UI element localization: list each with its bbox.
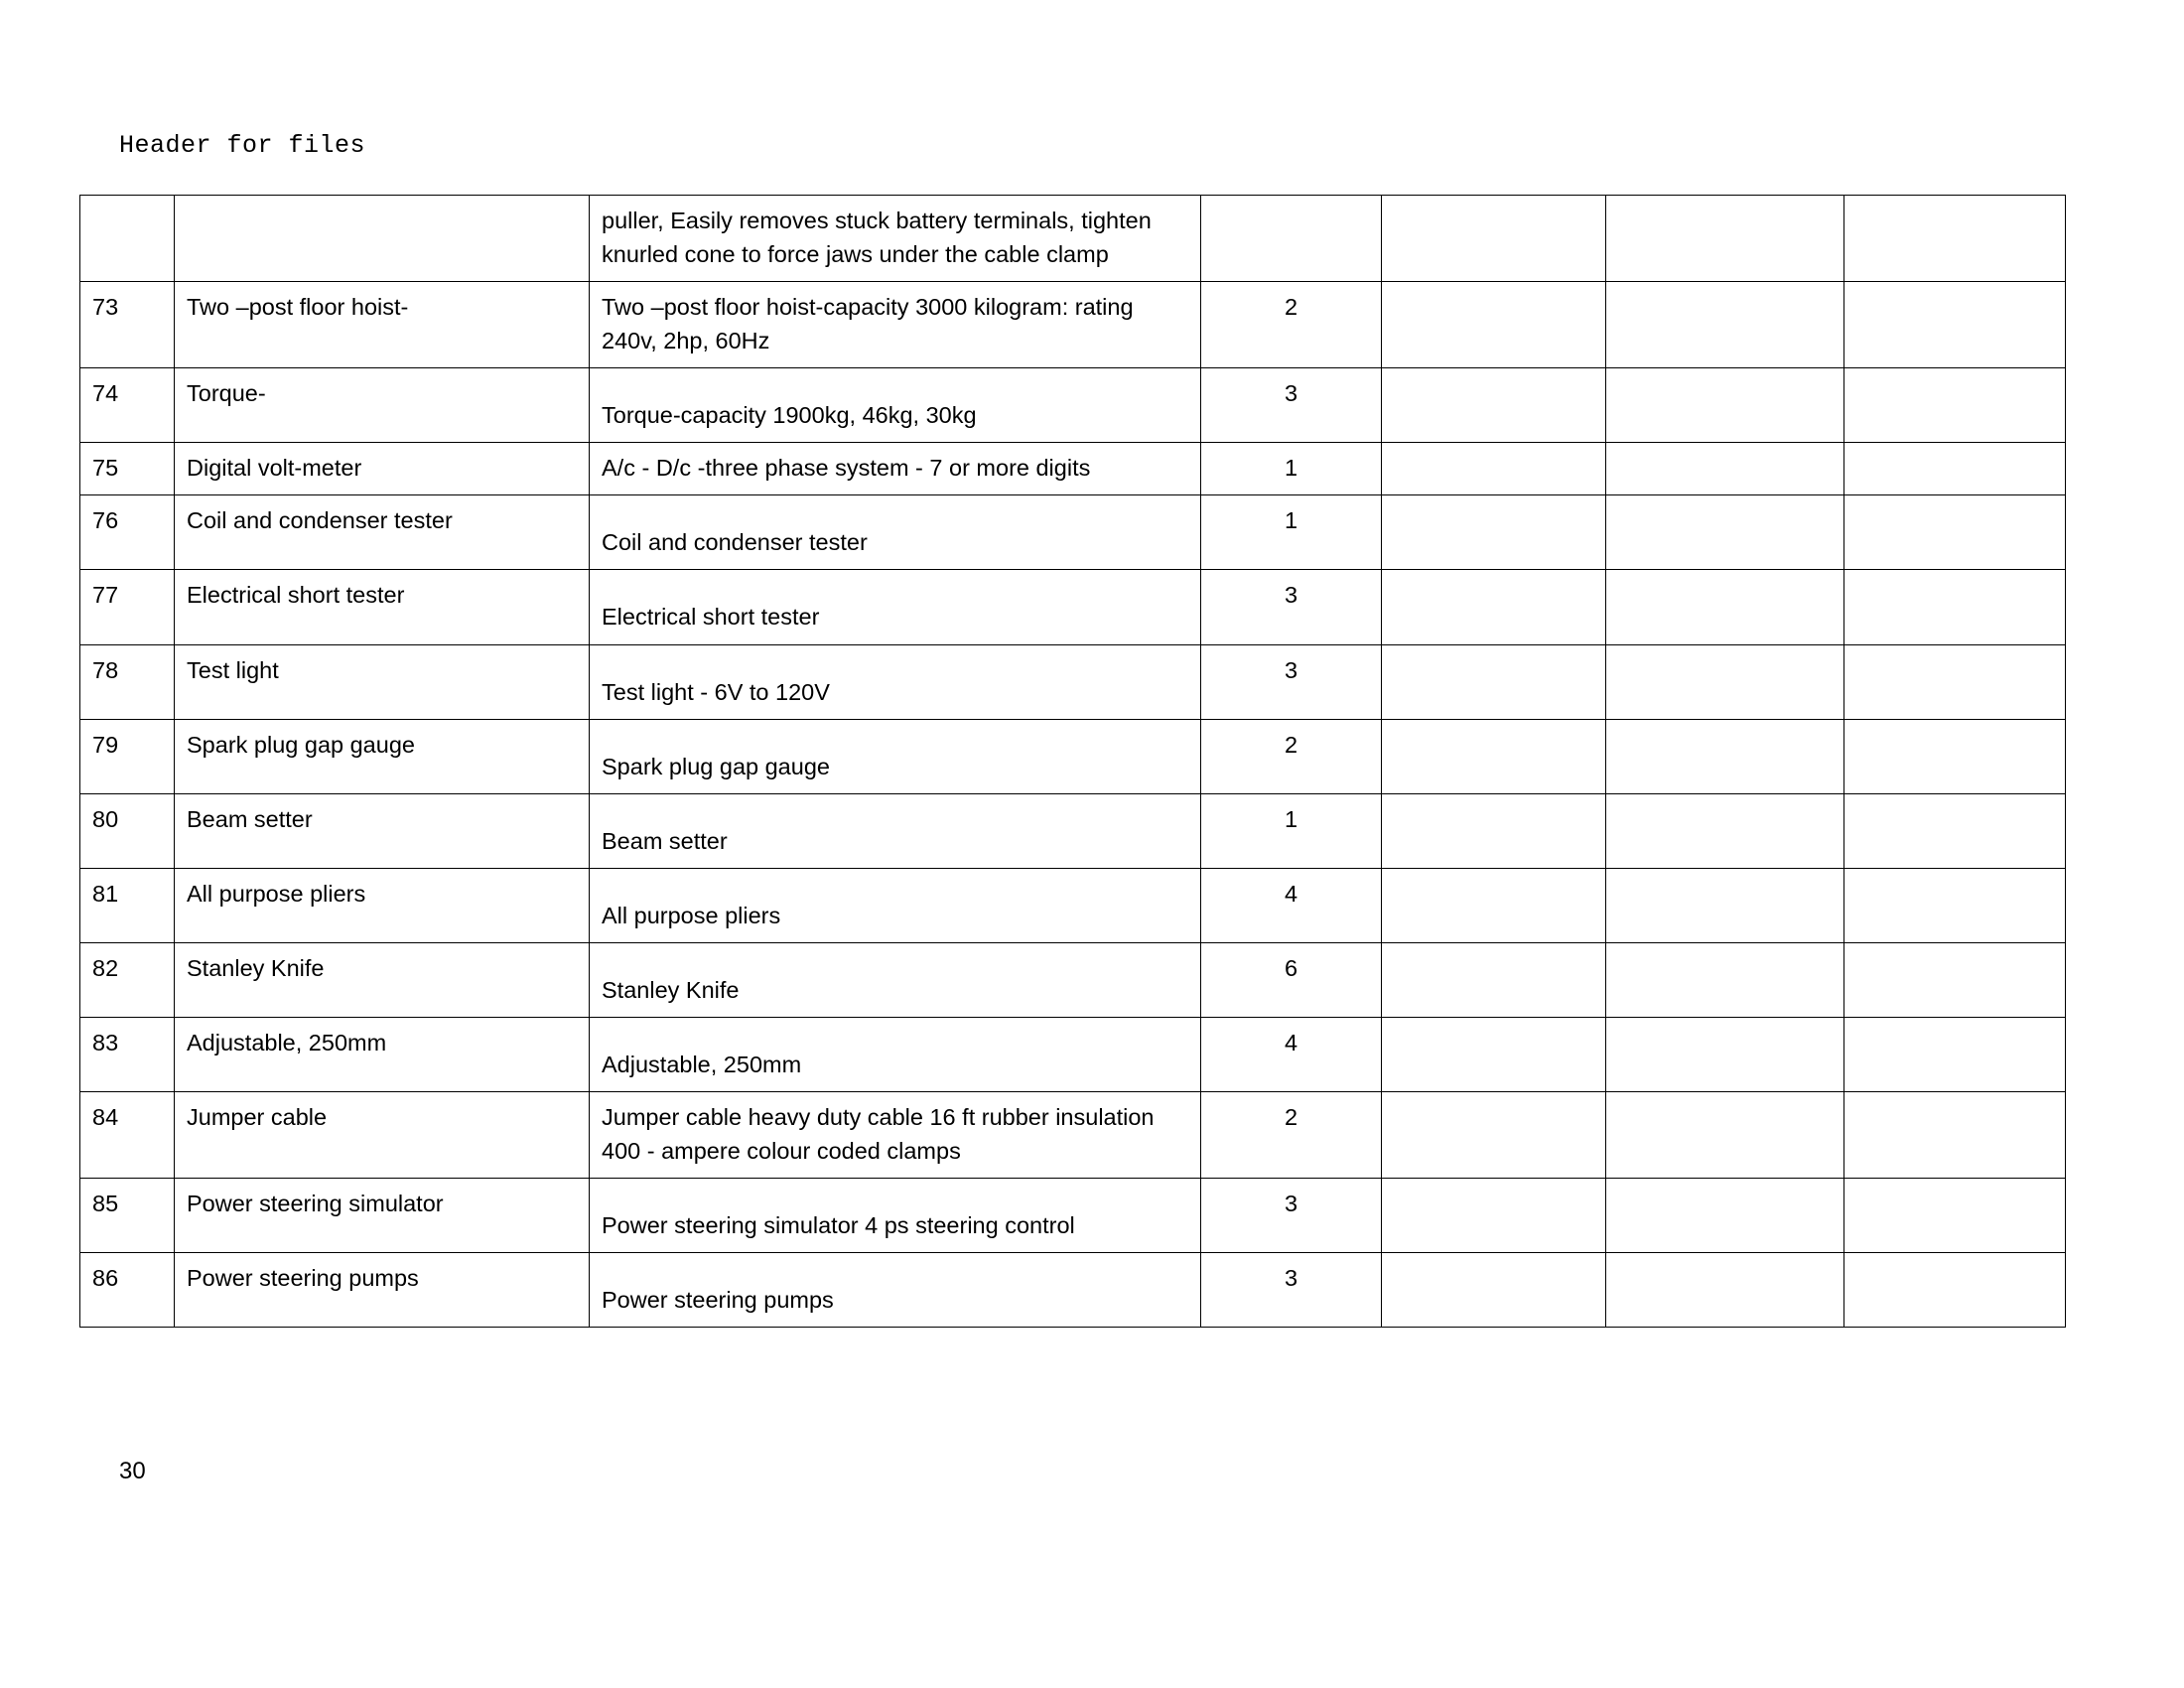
cell-item-number: 83 xyxy=(80,1017,175,1091)
cell-blank-1 xyxy=(1382,719,1606,793)
description-text: Jumper cable heavy duty cable 16 ft rubber insulation 400 - ampere colour coded clamps xyxy=(602,1103,1155,1164)
cell-quantity: 3 xyxy=(1201,1179,1382,1253)
cell-item-number: 73 xyxy=(80,282,175,368)
description-text: Coil and condenser tester xyxy=(602,529,868,556)
cell-item-name xyxy=(175,570,590,644)
cell-blank-3 xyxy=(1844,644,2066,719)
description-text: All purpose pliers xyxy=(602,902,781,928)
item-name-text: Test light xyxy=(187,656,279,683)
cell-blank-3 xyxy=(1844,1179,2066,1253)
cell-blank-1 xyxy=(1382,1017,1606,1091)
cell-blank-3 xyxy=(1844,282,2066,368)
cell-blank-2 xyxy=(1606,495,1844,570)
cell-blank-3 xyxy=(1844,570,2066,644)
cell-item-name xyxy=(175,282,590,368)
cell-description xyxy=(590,942,1201,1017)
cell-blank-3 xyxy=(1844,1017,2066,1091)
inventory-table-container xyxy=(79,195,2065,1328)
table-row xyxy=(80,868,2066,942)
cell-blank-3 xyxy=(1844,793,2066,868)
cell-quantity: 3 xyxy=(1201,1253,1382,1328)
description-text: Adjustable, 250mm xyxy=(602,1051,802,1077)
description-text: Test light - 6V to 120V xyxy=(602,678,830,705)
table-row xyxy=(80,793,2066,868)
cell-blank-2 xyxy=(1606,1017,1844,1091)
description-text: A/c - D/c -three phase system - 7 or more digits xyxy=(602,455,1091,482)
cell-blank-3 xyxy=(1844,368,2066,443)
cell-description xyxy=(590,1091,1201,1178)
item-name-text: Coil and condenser tester xyxy=(187,507,453,534)
cell-quantity: 1 xyxy=(1201,443,1382,495)
cell-blank-1 xyxy=(1382,868,1606,942)
cell-item-name xyxy=(175,793,590,868)
table-row xyxy=(80,1017,2066,1091)
cell-blank-1 xyxy=(1382,1091,1606,1178)
table-row xyxy=(80,1253,2066,1328)
item-name-text: Power steering simulator xyxy=(187,1191,444,1216)
cell-blank-2 xyxy=(1606,443,1844,495)
cell-blank-2 xyxy=(1606,644,1844,719)
item-name-text: Digital volt-meter xyxy=(187,455,362,482)
cell-blank-1 xyxy=(1382,196,1606,282)
item-name-text: Jumper cable xyxy=(187,1103,328,1130)
cell-description xyxy=(590,868,1201,942)
table-row xyxy=(80,942,2066,1017)
cell-item-name xyxy=(175,1253,590,1328)
description-text: Spark plug gap gauge xyxy=(602,753,830,779)
page-number: 30 xyxy=(119,1458,146,1484)
item-name-text: Torque- xyxy=(187,380,266,407)
cell-description xyxy=(590,1179,1201,1253)
cell-quantity xyxy=(1201,196,1382,282)
cell-blank-3 xyxy=(1844,1091,2066,1178)
item-name-text: Beam setter xyxy=(187,805,313,832)
cell-blank-1 xyxy=(1382,793,1606,868)
cell-blank-3 xyxy=(1844,1253,2066,1328)
description-text: Power steering simulator 4 ps steering control xyxy=(602,1212,1075,1238)
cell-blank-2 xyxy=(1606,196,1844,282)
item-name-text: Electrical short tester xyxy=(187,582,405,609)
cell-item-name xyxy=(175,368,590,443)
cell-quantity: 1 xyxy=(1201,793,1382,868)
cell-description xyxy=(590,368,1201,443)
table-row xyxy=(80,368,2066,443)
cell-blank-2 xyxy=(1606,942,1844,1017)
cell-item-name xyxy=(175,443,590,495)
cell-item-number: 85 xyxy=(80,1179,175,1253)
cell-blank-3 xyxy=(1844,719,2066,793)
cell-item-number: 79 xyxy=(80,719,175,793)
cell-blank-3 xyxy=(1844,868,2066,942)
description-text: Beam setter xyxy=(602,827,728,854)
table-row xyxy=(80,1091,2066,1178)
item-name-text: Two –post floor hoist- xyxy=(187,294,409,321)
item-name-text: All purpose pliers xyxy=(187,880,366,907)
table-row xyxy=(80,196,2066,282)
description-text: Two –post floor hoist-capacity 3000 kilogram: rating 240v, 2hp, 60Hz xyxy=(602,294,1134,354)
cell-description xyxy=(590,443,1201,495)
description-text: Stanley Knife xyxy=(602,976,740,1003)
cell-blank-2 xyxy=(1606,1253,1844,1328)
cell-quantity: 2 xyxy=(1201,282,1382,368)
cell-blank-2 xyxy=(1606,570,1844,644)
item-name-text: Stanley Knife xyxy=(187,954,325,981)
cell-blank-1 xyxy=(1382,495,1606,570)
cell-quantity: 3 xyxy=(1201,368,1382,443)
cell-item-number: 80 xyxy=(80,793,175,868)
cell-item-name xyxy=(175,495,590,570)
cell-quantity: 4 xyxy=(1201,868,1382,942)
cell-blank-2 xyxy=(1606,1091,1844,1178)
cell-item-number: 82 xyxy=(80,942,175,1017)
cell-blank-3 xyxy=(1844,942,2066,1017)
cell-quantity: 2 xyxy=(1201,719,1382,793)
cell-item-number: 78 xyxy=(80,644,175,719)
description-text: puller, Easily removes stuck battery terminals, tighten knurled cone to force jaws under the cable clamp xyxy=(602,208,1152,268)
cell-description xyxy=(590,282,1201,368)
table-row xyxy=(80,495,2066,570)
cell-item-name xyxy=(175,1091,590,1178)
cell-blank-2 xyxy=(1606,719,1844,793)
cell-blank-1 xyxy=(1382,1253,1606,1328)
table-row xyxy=(80,719,2066,793)
inventory-table xyxy=(79,195,2066,1328)
cell-quantity: 6 xyxy=(1201,942,1382,1017)
cell-item-number: 81 xyxy=(80,868,175,942)
table-row xyxy=(80,644,2066,719)
cell-description xyxy=(590,644,1201,719)
item-name-text: Power steering pumps xyxy=(187,1265,419,1292)
table-row xyxy=(80,443,2066,495)
cell-item-number: 76 xyxy=(80,495,175,570)
item-name-text: Adjustable, 250mm xyxy=(187,1029,387,1055)
cell-quantity: 4 xyxy=(1201,1017,1382,1091)
cell-item-number: 84 xyxy=(80,1091,175,1178)
table-row xyxy=(80,570,2066,644)
cell-description xyxy=(590,793,1201,868)
cell-blank-1 xyxy=(1382,368,1606,443)
cell-blank-1 xyxy=(1382,1179,1606,1253)
cell-item-name xyxy=(175,942,590,1017)
cell-blank-3 xyxy=(1844,495,2066,570)
cell-quantity: 3 xyxy=(1201,644,1382,719)
cell-description xyxy=(590,196,1201,282)
cell-blank-1 xyxy=(1382,942,1606,1017)
cell-item-number: 77 xyxy=(80,570,175,644)
cell-blank-2 xyxy=(1606,1179,1844,1253)
description-text: Electrical short tester xyxy=(602,604,820,631)
cell-item-name xyxy=(175,196,590,282)
description-text: Power steering pumps xyxy=(602,1287,834,1314)
description-text: Torque-capacity 1900kg, 46kg, 30kg xyxy=(602,402,977,429)
cell-description xyxy=(590,570,1201,644)
cell-description xyxy=(590,1017,1201,1091)
cell-blank-2 xyxy=(1606,282,1844,368)
cell-item-name xyxy=(175,1179,590,1253)
cell-blank-3 xyxy=(1844,443,2066,495)
cell-item-name xyxy=(175,719,590,793)
cell-blank-3 xyxy=(1844,196,2066,282)
cell-description xyxy=(590,495,1201,570)
cell-blank-2 xyxy=(1606,868,1844,942)
cell-quantity: 3 xyxy=(1201,570,1382,644)
cell-item-number xyxy=(80,196,175,282)
cell-quantity: 2 xyxy=(1201,1091,1382,1178)
cell-item-name xyxy=(175,868,590,942)
cell-blank-1 xyxy=(1382,443,1606,495)
cell-description xyxy=(590,1253,1201,1328)
cell-quantity: 1 xyxy=(1201,495,1382,570)
cell-item-number: 86 xyxy=(80,1253,175,1328)
cell-blank-1 xyxy=(1382,570,1606,644)
cell-blank-1 xyxy=(1382,282,1606,368)
item-name-text: Spark plug gap gauge xyxy=(187,731,415,758)
cell-item-name xyxy=(175,644,590,719)
cell-item-number: 75 xyxy=(80,443,175,495)
document-header: Header for files xyxy=(119,131,366,160)
table-row xyxy=(80,1179,2066,1253)
cell-description xyxy=(590,719,1201,793)
cell-item-name xyxy=(175,1017,590,1091)
cell-blank-2 xyxy=(1606,368,1844,443)
table-row xyxy=(80,282,2066,368)
inventory-table-body xyxy=(80,196,2066,1328)
cell-blank-1 xyxy=(1382,644,1606,719)
cell-item-number: 74 xyxy=(80,368,175,443)
cell-blank-2 xyxy=(1606,793,1844,868)
